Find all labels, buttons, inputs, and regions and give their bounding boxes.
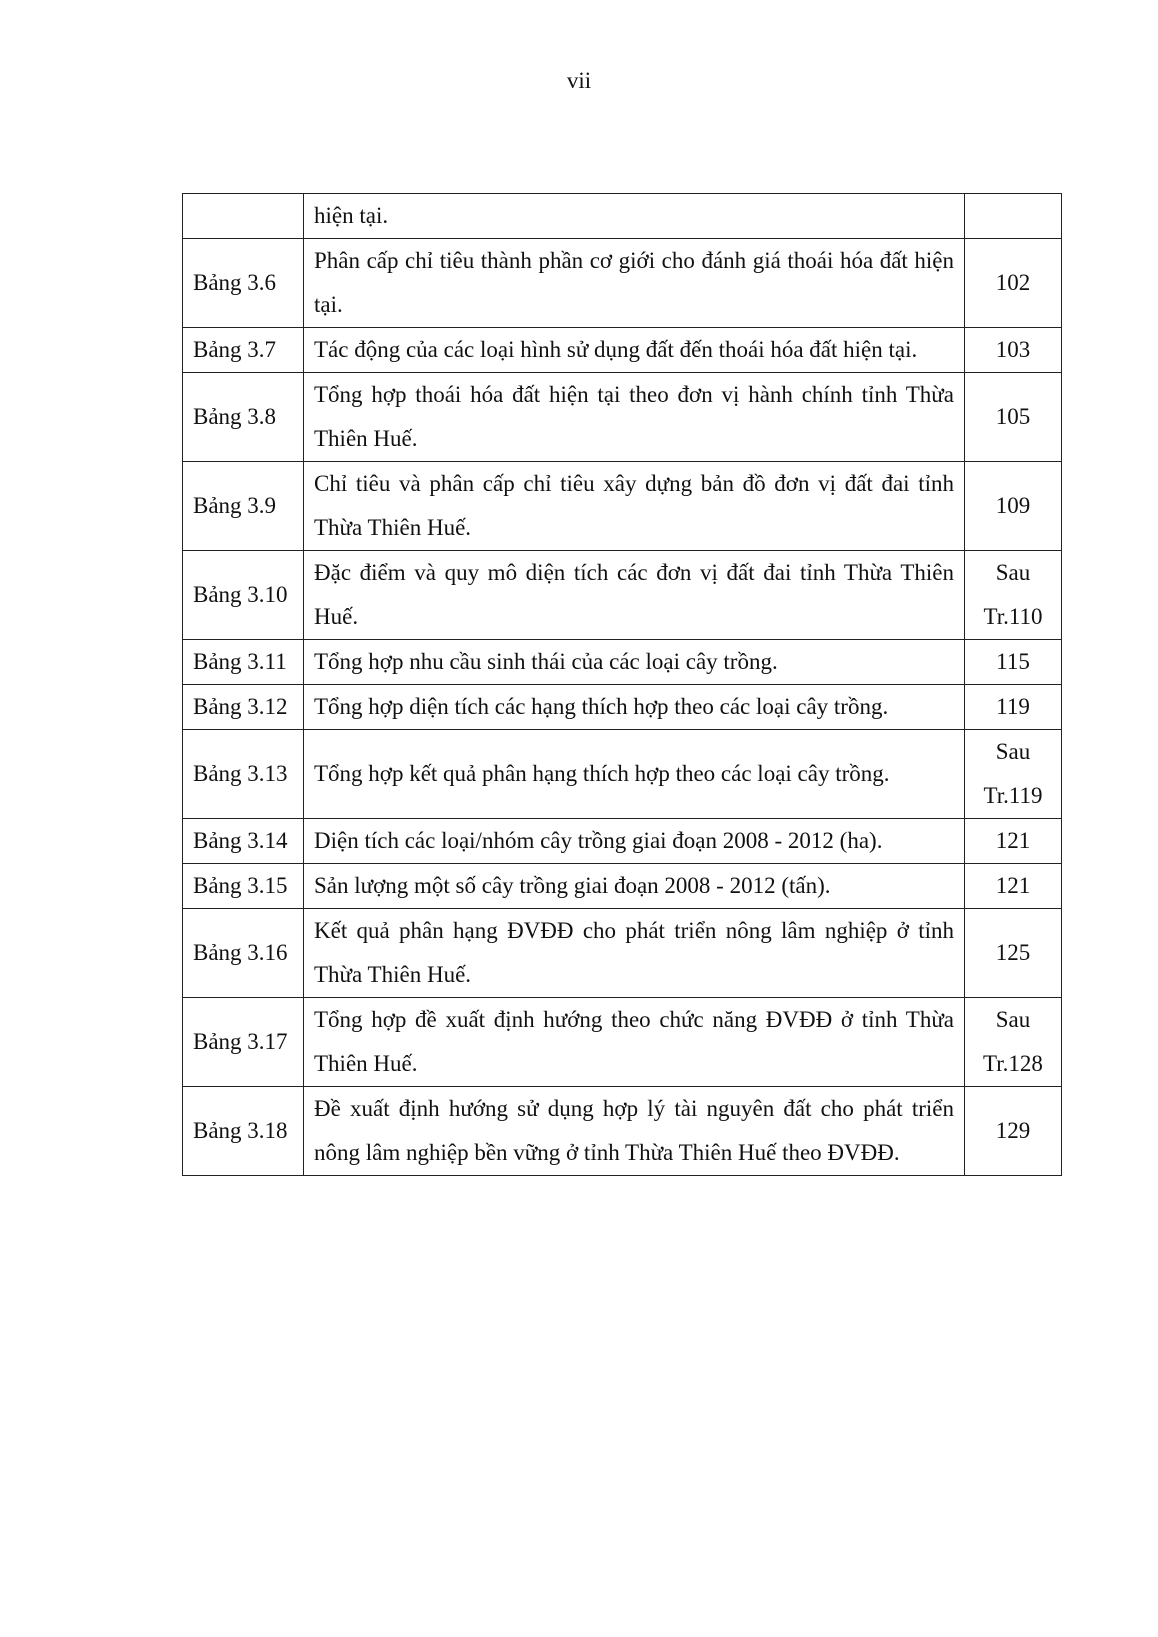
table-title: Đề xuất định hướng sử dụng hợp lý tài nguyên đất cho phát triển nông lâm nghiệp bền vững ở tỉnh Thừa Thiên Huế theo ĐVĐĐ. <box>304 1087 965 1176</box>
page-ref-line: 121 <box>995 828 1031 853</box>
page-ref-line: Tr.110 <box>983 604 1043 629</box>
page-ref <box>965 551 1062 640</box>
page-ref-line: 103 <box>995 337 1031 362</box>
table-title: Chỉ tiêu và phân cấp chỉ tiêu xây dựng bản đồ đơn vị đất đai tỉnh Thừa Thiên Huế. <box>304 462 965 551</box>
list-of-tables <box>182 193 1062 1176</box>
table-title: hiện tại. <box>304 194 965 239</box>
table-label: Bảng 3.7 <box>183 328 304 373</box>
table-label: Bảng 3.14 <box>183 819 304 864</box>
page-ref <box>965 462 1062 551</box>
table-row <box>183 819 1062 864</box>
page-ref <box>965 998 1062 1087</box>
table-row <box>183 194 1062 239</box>
page-ref <box>965 239 1062 328</box>
table-title: Tổng hợp thoái hóa đất hiện tại theo đơn vị hành chính tỉnh Thừa Thiên Huế. <box>304 373 965 462</box>
page-ref-line: 115 <box>996 649 1030 674</box>
table-label: Bảng 3.12 <box>183 685 304 730</box>
page-ref-line: 129 <box>995 1118 1031 1143</box>
table-row <box>183 239 1062 328</box>
table-row <box>183 462 1062 551</box>
page-ref <box>965 685 1062 730</box>
page-ref-line: Tr.128 <box>983 1051 1043 1076</box>
table-row <box>183 909 1062 998</box>
table-row <box>183 373 1062 462</box>
table-label: Bảng 3.18 <box>183 1087 304 1176</box>
page-ref-line: 119 <box>996 694 1030 719</box>
page-ref-line: 125 <box>995 940 1031 965</box>
table-title: Tác động của các loại hình sử dụng đất đến thoái hóa đất hiện tại. <box>304 328 965 373</box>
page-ref <box>965 1087 1062 1176</box>
table-row <box>183 640 1062 685</box>
table-label: Bảng 3.8 <box>183 373 304 462</box>
table-row <box>183 685 1062 730</box>
table-row <box>183 730 1062 819</box>
page-ref <box>965 909 1062 998</box>
page-ref-line: 121 <box>995 873 1031 898</box>
page-ref-line: Sau <box>995 739 1031 764</box>
table-row <box>183 864 1062 909</box>
page-ref <box>965 864 1062 909</box>
table-row <box>183 998 1062 1087</box>
table-label: Bảng 3.13 <box>183 730 304 819</box>
page-ref <box>965 328 1062 373</box>
page-ref-line: 102 <box>995 270 1031 295</box>
table-title: Tổng hợp đề xuất định hướng theo chức năng ĐVĐĐ ở tỉnh Thừa Thiên Huế. <box>304 998 965 1087</box>
table-title: Tổng hợp kết quả phân hạng thích hợp theo các loại cây trồng. <box>304 730 965 819</box>
table-title: Tổng hợp diện tích các hạng thích hợp theo các loại cây trồng. <box>304 685 965 730</box>
page-ref-line: Sau <box>995 560 1031 585</box>
table-label: Bảng 3.10 <box>183 551 304 640</box>
table-row <box>183 551 1062 640</box>
page-ref <box>965 373 1062 462</box>
table-title: Phân cấp chỉ tiêu thành phần cơ giới cho đánh giá thoái hóa đất hiện tại. <box>304 239 965 328</box>
table-label: Bảng 3.17 <box>183 998 304 1087</box>
table-title: Kết quả phân hạng ĐVĐĐ cho phát triển nông lâm nghiệp ở tỉnh Thừa Thiên Huế. <box>304 909 965 998</box>
table-row <box>183 328 1062 373</box>
page-ref <box>965 730 1062 819</box>
table-row <box>183 1087 1062 1176</box>
table-label: Bảng 3.16 <box>183 909 304 998</box>
page-ref <box>965 640 1062 685</box>
table-label <box>183 194 304 239</box>
table-title: Diện tích các loại/nhóm cây trồng giai đoạn 2008 - 2012 (ha). <box>304 819 965 864</box>
table-label: Bảng 3.15 <box>183 864 304 909</box>
table-label: Bảng 3.6 <box>183 239 304 328</box>
page-ref-line: Tr.119 <box>983 783 1043 808</box>
table-label: Bảng 3.9 <box>183 462 304 551</box>
page-ref-line: 109 <box>995 493 1031 518</box>
page-ref-line: 105 <box>995 404 1031 429</box>
table-title: Sản lượng một số cây trồng giai đoạn 2008 - 2012 (tấn). <box>304 864 965 909</box>
table-title: Đặc điểm và quy mô diện tích các đơn vị đất đai tỉnh Thừa Thiên Huế. <box>304 551 965 640</box>
table-title: Tổng hợp nhu cầu sinh thái của các loại cây trồng. <box>304 640 965 685</box>
page-ref-line: Sau <box>995 1007 1031 1032</box>
table-label: Bảng 3.11 <box>183 640 304 685</box>
page-ref <box>965 194 1062 239</box>
page-ref <box>965 819 1062 864</box>
page-number: vii <box>566 68 592 93</box>
